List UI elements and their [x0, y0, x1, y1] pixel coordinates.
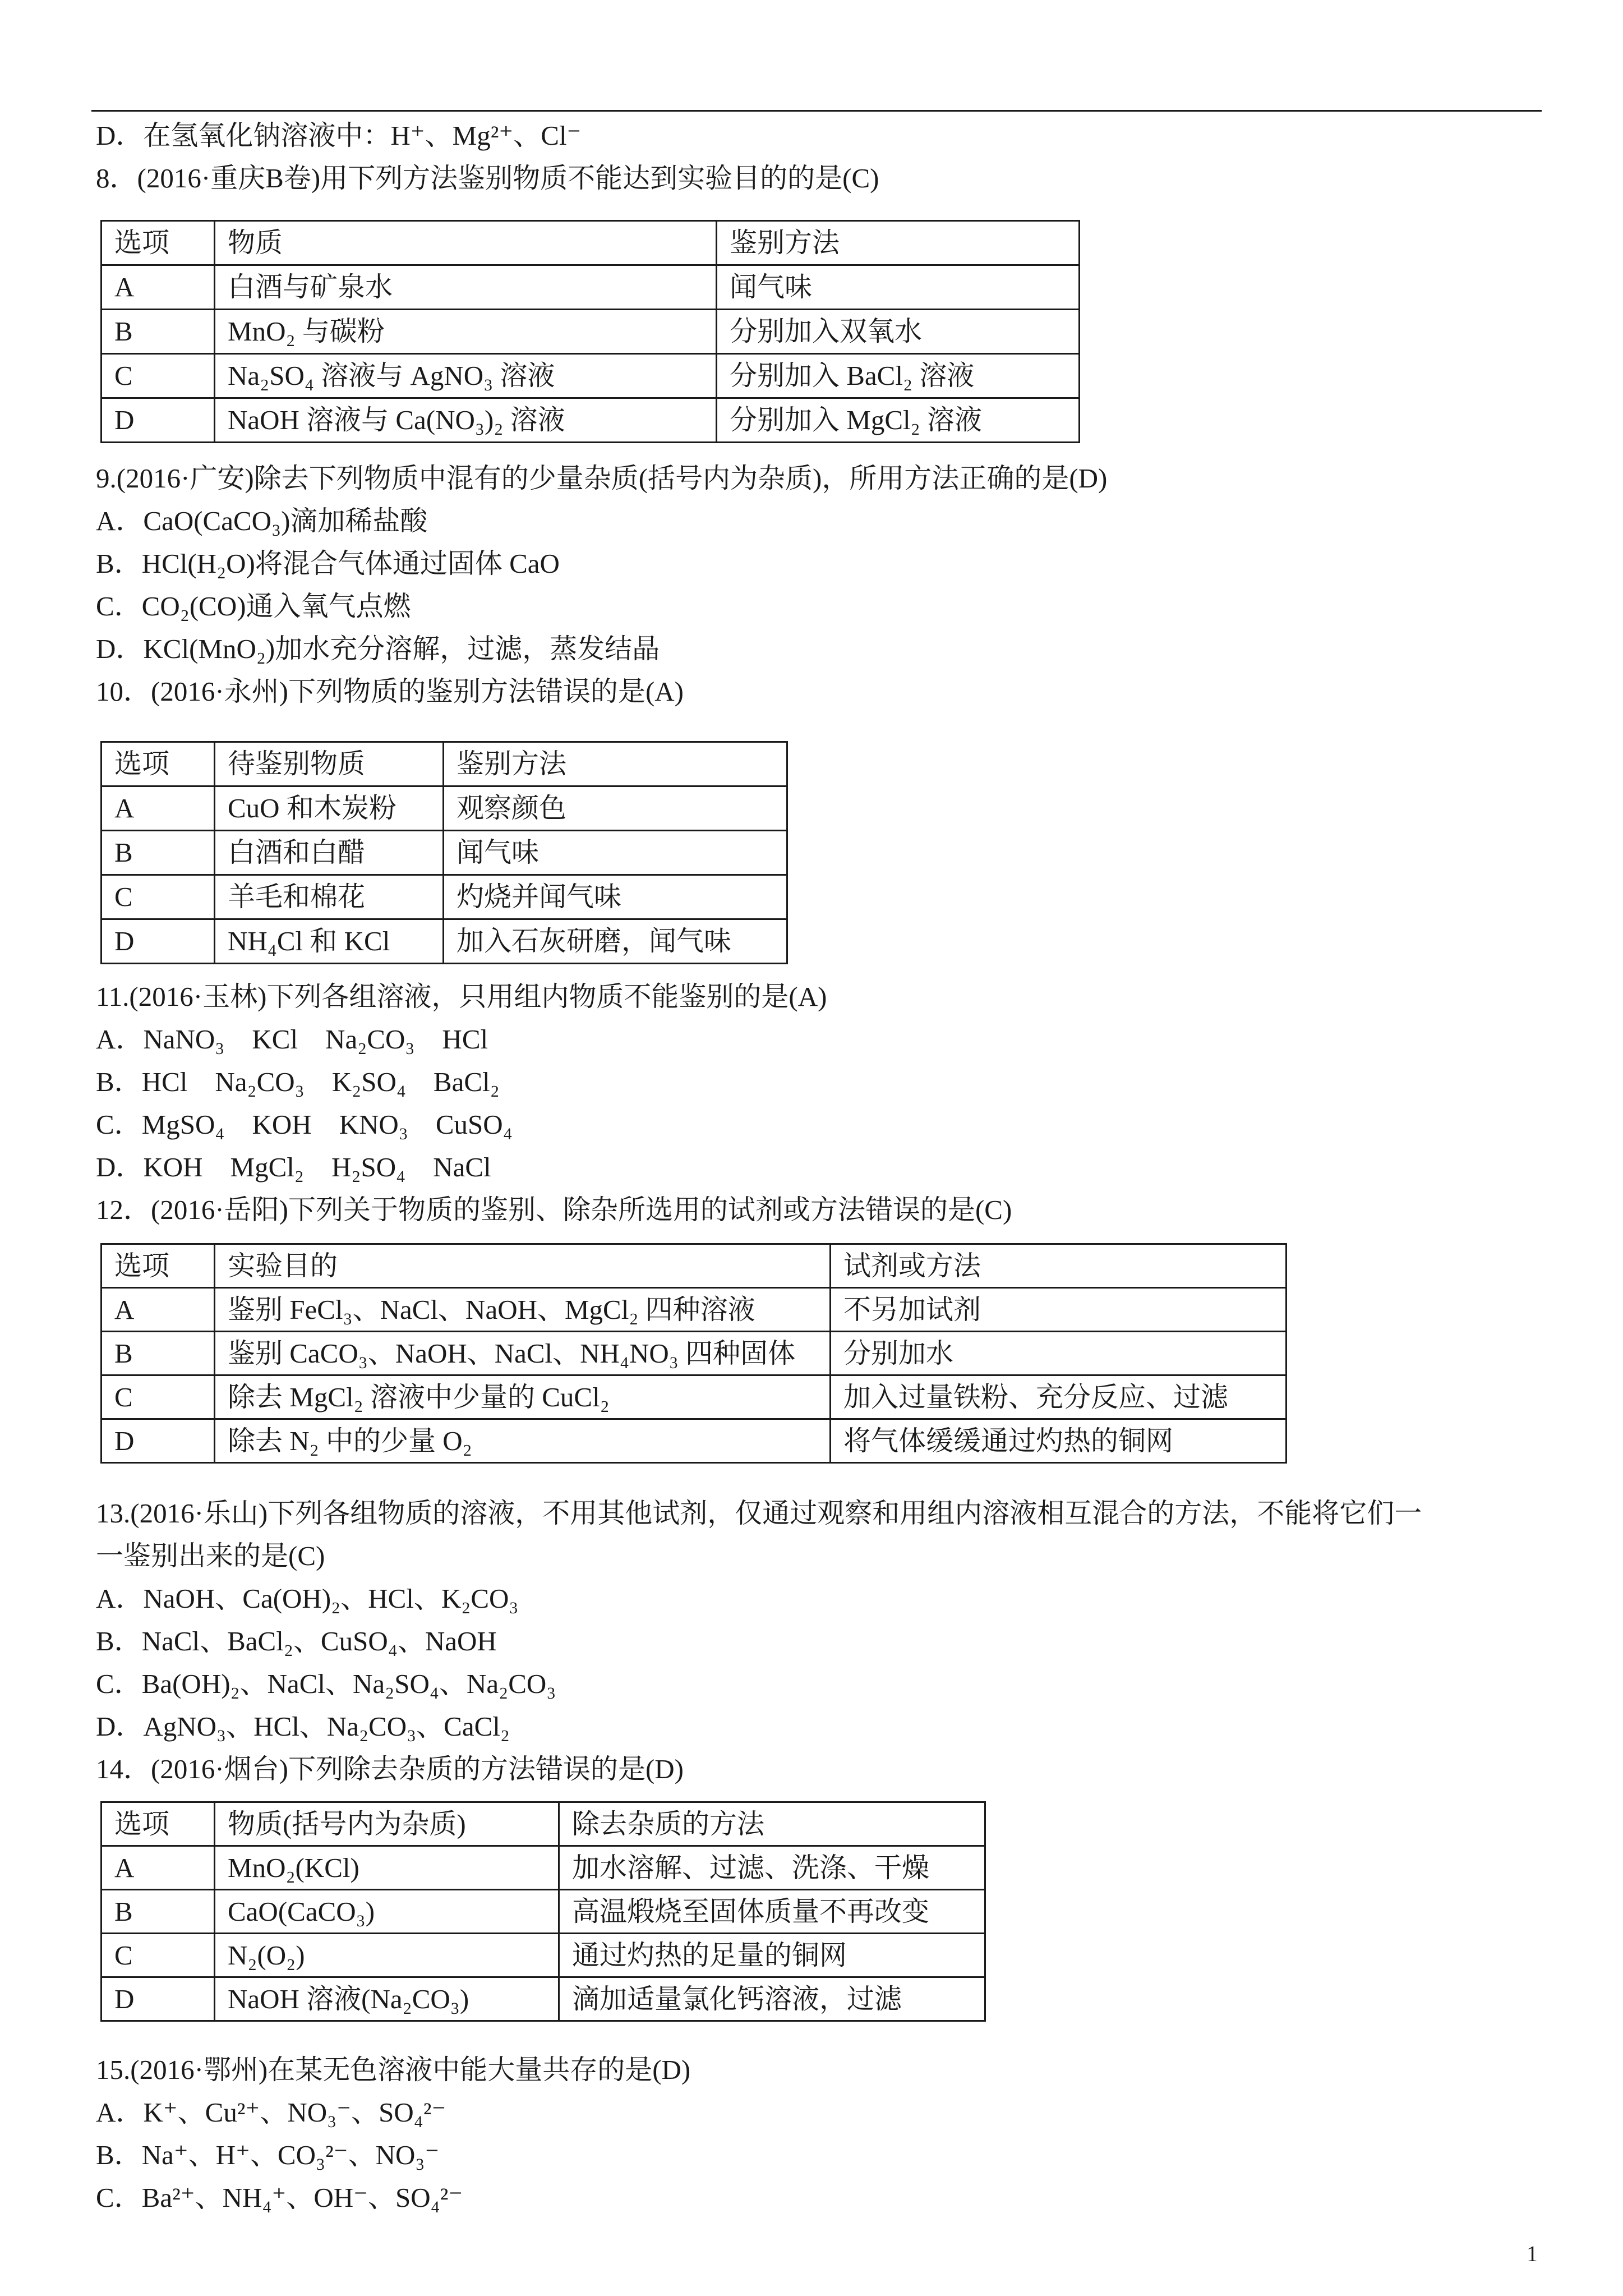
table-cell: B: [102, 1890, 215, 1934]
question-14-stem: 14．(2016·烟台)下列除去杂质的方法错误的是(D): [96, 1754, 684, 1784]
table-cell: NaOH 溶液与 Ca(NO₃)₂ 溶液: [215, 398, 717, 443]
table-cell: 羊毛和棉花: [215, 875, 444, 919]
table-row: [102, 1375, 1287, 1419]
table-header-row: [102, 221, 1080, 265]
table-cell: MnO₂ 与碳粉: [215, 310, 717, 354]
table-cell: 白酒和白醋: [215, 831, 444, 875]
question-13-option-a: A．NaOH、Ca(OH)₂、HCl、K₂CO₃: [96, 1583, 519, 1614]
table-cell: B: [102, 831, 215, 875]
question-13-stem-line-2: 一鉴别出来的是(C): [96, 1540, 325, 1571]
table-row: [102, 354, 1080, 398]
table-header-row: [102, 742, 787, 786]
question-9-option-d: D．KCl(MnO₂)加水充分溶解，过滤，蒸发结晶: [96, 633, 660, 664]
question-13-stem-line-1: 13.(2016·乐山)下列各组物质的溶液，不用其他试剂，仅通过观察和用组内溶液相互混合的方法，不能将它们一: [96, 1498, 1422, 1529]
table-cell: C: [102, 875, 215, 919]
table-cell: 将气体缓缓通过灼热的铜网: [831, 1419, 1287, 1463]
continued-option-d: D．在氢氧化钠溶液中：H⁺、Mg²⁺、Cl⁻: [96, 120, 582, 151]
table-cell: D: [102, 919, 215, 964]
table-row: [102, 1419, 1287, 1463]
table-cell: A: [102, 1846, 215, 1890]
table-body: [102, 1802, 985, 2021]
table-cell: 分别加入 MgCl₂ 溶液: [717, 398, 1080, 443]
question-9-stem: 9.(2016·广安)除去下列物质中混有的少量杂质(括号内为杂质)，所用方法正确的是(D): [96, 463, 1108, 494]
question-9-option-c: C．CO₂(CO)通入氧气点燃: [96, 591, 411, 622]
table-cell: D: [102, 398, 215, 443]
table-cell: 加入石灰研磨，闻气味: [444, 919, 787, 964]
table-cell: 白酒与矿泉水: [215, 265, 717, 310]
table-cell: NaOH 溶液(Na₂CO₃): [215, 1977, 559, 2021]
table-row: [102, 1846, 985, 1890]
table-cell: MnO₂(KCl): [215, 1846, 559, 1890]
table-cell: 闻气味: [717, 265, 1080, 310]
table-cell: C: [102, 354, 215, 398]
table-body: [102, 742, 787, 964]
question-13-option-d: D．AgNO₃、HCl、Na₂CO₃、CaCl₂: [96, 1711, 510, 1742]
table-cell: B: [102, 1332, 215, 1375]
table-cell: 除去 MgCl₂ 溶液中少量的 CuCl₂: [215, 1375, 831, 1419]
table-body: [102, 1244, 1287, 1463]
table-cell: 高温煅烧至固体质量不再改变: [559, 1890, 985, 1934]
page-number: 1: [1527, 2241, 1538, 2266]
table-cell: C: [102, 1934, 215, 1977]
table-cell: C: [102, 1375, 215, 1419]
table-cell: 闻气味: [444, 831, 787, 875]
page-content: [96, 114, 1582, 2219]
table-header-cell: 选项: [102, 1802, 215, 1846]
table-row: [102, 1934, 985, 1977]
question-10-stem: 10．(2016·永州)下列物质的鉴别方法错误的是(A): [96, 676, 684, 707]
table-cell: 加水溶解、过滤、洗涤、干燥: [559, 1846, 985, 1890]
question-11-option-b: B．HCl Na₂CO₃ K₂SO₄ BaCl₂: [96, 1066, 500, 1097]
question-14-table: [100, 1801, 986, 2022]
table-row: [102, 265, 1080, 310]
table-cell: 滴加适量氯化钙溶液，过滤: [559, 1977, 985, 2021]
table-cell: N₂(O₂): [215, 1934, 559, 1977]
question-11-option-c: C．MgSO₄ KOH KNO₃ CuSO₄: [96, 1109, 513, 1140]
table-cell: CaO(CaCO₃): [215, 1890, 559, 1934]
table-cell: 不另加试剂: [831, 1288, 1287, 1332]
table-header-row: [102, 1244, 1287, 1288]
table-row: [102, 831, 787, 875]
table-row: [102, 1288, 1287, 1332]
question-15-option-c: C．Ba²⁺、NH₄⁺、OH⁻、SO₄²⁻: [96, 2182, 463, 2213]
question-9-option-a: A．CaO(CaCO₃)滴加稀盐酸: [96, 505, 428, 536]
table-cell: 灼烧并闻气味: [444, 875, 787, 919]
question-15-option-b: B．Na⁺、H⁺、CO₃²⁻、NO₃⁻: [96, 2139, 440, 2170]
table-cell: CuO 和木炭粉: [215, 786, 444, 831]
header-rule: [91, 110, 1542, 112]
table-cell: B: [102, 310, 215, 354]
table-cell: 加入过量铁粉、充分反应、过滤: [831, 1375, 1287, 1419]
table-cell: D: [102, 1977, 215, 2021]
table-header-cell: 选项: [102, 742, 215, 786]
question-11-option-a: A．NaNO₃ KCl Na₂CO₃ HCl: [96, 1024, 488, 1055]
table-header-cell: 鉴别方法: [717, 221, 1080, 265]
question-11-stem: 11.(2016·玉林)下列各组溶液，只用组内物质不能鉴别的是(A): [96, 981, 827, 1012]
table-cell: Na₂SO₄ 溶液与 AgNO₃ 溶液: [215, 354, 717, 398]
table-header-cell: 物质(括号内为杂质): [215, 1802, 559, 1846]
table-body: [102, 221, 1080, 443]
table-row: [102, 1977, 985, 2021]
table-cell: 除去 N₂ 中的少量 O₂: [215, 1419, 831, 1463]
table-cell: 鉴别 FeCl₃、NaCl、NaOH、MgCl₂ 四种溶液: [215, 1288, 831, 1332]
table-cell: A: [102, 265, 215, 310]
table-header-cell: 待鉴别物质: [215, 742, 444, 786]
question-13-option-c: C．Ba(OH)₂、NaCl、Na₂SO₄、Na₂CO₃: [96, 1668, 556, 1699]
table-header-cell: 除去杂质的方法: [559, 1802, 985, 1846]
table-cell: 分别加入双氧水: [717, 310, 1080, 354]
table-cell: NH₄Cl 和 KCl: [215, 919, 444, 964]
table-cell: 通过灼热的足量的铜网: [559, 1934, 985, 1977]
table-cell: A: [102, 1288, 215, 1332]
table-row: [102, 875, 787, 919]
table-header-row: [102, 1802, 985, 1846]
table-row: [102, 919, 787, 964]
table-cell: 观察颜色: [444, 786, 787, 831]
question-12-table: [100, 1243, 1287, 1464]
table-header-cell: 试剂或方法: [831, 1244, 1287, 1288]
question-13-option-b: B．NaCl、BaCl₂、CuSO₄、NaOH: [96, 1626, 497, 1657]
table-header-cell: 物质: [215, 221, 717, 265]
question-10-table: [100, 741, 788, 964]
question-15-option-a: A．K⁺、Cu²⁺、NO₃⁻、SO₄²⁻: [96, 2097, 446, 2128]
table-row: [102, 398, 1080, 443]
table-header-cell: 鉴别方法: [444, 742, 787, 786]
question-15-stem: 15.(2016·鄂州)在某无色溶液中能大量共存的是(D): [96, 2054, 691, 2085]
table-row: [102, 786, 787, 831]
table-cell: 分别加入 BaCl₂ 溶液: [717, 354, 1080, 398]
table-cell: D: [102, 1419, 215, 1463]
table-header-cell: 选项: [102, 221, 215, 265]
question-11-option-d: D．KOH MgCl₂ H₂SO₄ NaCl: [96, 1152, 491, 1182]
table-row: [102, 310, 1080, 354]
table-cell: A: [102, 786, 215, 831]
table-cell: 分别加水: [831, 1332, 1287, 1375]
question-9-option-b: B．HCl(H₂O)将混合气体通过固体 CaO: [96, 548, 560, 579]
table-row: [102, 1332, 1287, 1375]
table-cell: 鉴别 CaCO₃、NaOH、NaCl、NH₄NO₃ 四种固体: [215, 1332, 831, 1375]
table-header-cell: 实验目的: [215, 1244, 831, 1288]
table-header-cell: 选项: [102, 1244, 215, 1288]
question-12-stem: 12．(2016·岳阳)下列关于物质的鉴别、除杂所选用的试剂或方法错误的是(C): [96, 1194, 1012, 1225]
table-row: [102, 1890, 985, 1934]
question-8-stem: 8．(2016·重庆B卷)用下列方法鉴别物质不能达到实验目的的是(C): [96, 163, 879, 194]
question-8-table: [100, 220, 1080, 443]
